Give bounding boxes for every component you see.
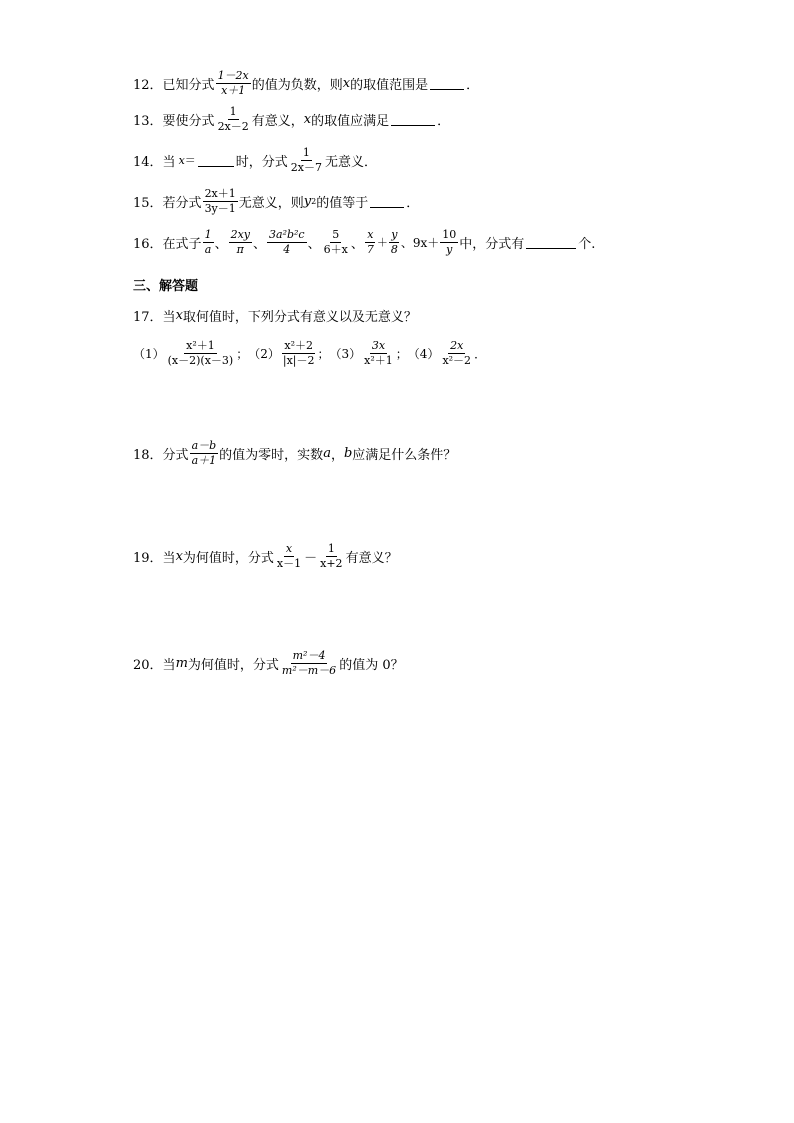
fraction-numerator: 2xy — [230, 228, 250, 241]
fraction-denominator: m²－m－6 — [281, 663, 337, 677]
answer-blank[interactable] — [198, 154, 234, 167]
fraction — [280, 650, 338, 676]
question-text: 有意义， — [251, 113, 304, 129]
fraction-numerator: 1 — [204, 228, 212, 241]
fraction-denominator: 8 — [390, 242, 398, 256]
fraction-numerator: 2x＋1 — [204, 187, 236, 200]
question-text: 应满足什么条件？ — [352, 447, 457, 463]
fraction-denominator: 7 — [366, 242, 374, 256]
question-text: 无意义，则 — [238, 195, 304, 211]
question-text: 的取值应满足 — [311, 113, 390, 129]
question-12 — [133, 70, 479, 96]
fraction — [440, 340, 473, 366]
fraction — [203, 188, 238, 214]
fraction-denominator: |x|－2 — [282, 353, 315, 367]
separator: 、 — [307, 236, 321, 252]
fraction — [389, 229, 400, 255]
question-text: 当 — [162, 310, 176, 325]
question-text: 的值为零时，实数 — [219, 447, 324, 463]
variable-b: b — [343, 445, 353, 461]
part-label: （3） — [329, 346, 362, 361]
fraction-denominator: x²－2 — [442, 353, 472, 367]
question-number: 20． — [133, 657, 163, 673]
fraction-numerator: x²＋2 — [284, 339, 313, 352]
question-text: 已知分式 — [162, 77, 215, 93]
separator: ； — [317, 346, 330, 361]
fraction — [281, 340, 317, 366]
question-15 — [133, 188, 419, 214]
question-number: 16． — [133, 236, 163, 252]
question-text: 的值等于 — [316, 195, 369, 211]
question-17-parts — [133, 340, 486, 366]
fraction — [289, 147, 324, 173]
fraction-numerator: 1 — [302, 146, 310, 159]
section-heading: 三、解答题 — [133, 279, 199, 294]
question-end: ． — [406, 195, 420, 211]
variable: x — [303, 111, 312, 127]
question-end: ． — [437, 113, 451, 129]
part-label: （2） — [248, 346, 280, 361]
fraction — [362, 340, 395, 366]
answer-blank[interactable] — [526, 236, 576, 249]
fraction-denominator: π — [236, 242, 244, 256]
question-number: 17． — [133, 310, 163, 325]
question-text: 有意义？ — [345, 550, 398, 566]
fraction-numerator: y — [391, 228, 398, 241]
question-text: 中，分式有 — [459, 236, 525, 252]
fraction-denominator: x+2 — [320, 556, 343, 570]
separator: 、 — [214, 236, 228, 252]
separator: ； — [395, 346, 408, 361]
plus-sign: ＋ — [376, 236, 388, 250]
fraction-denominator: 2x－7 — [290, 160, 322, 174]
question-18 — [133, 440, 456, 466]
fraction-numerator: 5 — [332, 228, 340, 241]
fraction-denominator: x＋1 — [221, 83, 246, 97]
question-number: 12． — [133, 77, 163, 93]
question-text: 无意义． — [325, 154, 378, 170]
question-16 — [133, 229, 595, 255]
question-text: 分式 — [162, 447, 189, 463]
equals-sign: ＝ — [184, 154, 196, 168]
question-text: 当 — [162, 154, 176, 170]
part-label: （4） — [407, 346, 440, 361]
separator: 、 — [253, 236, 267, 252]
question-text: 为何值时，分式 — [182, 550, 274, 566]
comma: ， — [330, 447, 344, 463]
question-end: ． — [474, 346, 487, 361]
question-text: 要使分式 — [162, 113, 215, 129]
question-text: 时，分式 — [235, 154, 288, 170]
variable: x — [178, 153, 185, 167]
fraction-numerator: x — [285, 542, 293, 555]
fraction-numerator: 1－2x — [217, 69, 249, 82]
question-text: 在式子 — [162, 236, 202, 252]
variable: x — [175, 548, 183, 564]
question-end: ． — [466, 77, 480, 93]
exponent: 2 — [311, 196, 317, 206]
fraction-numerator: 3a²b²c — [269, 228, 305, 241]
question-text: 当 — [162, 550, 176, 566]
minus-sign: － — [304, 550, 318, 566]
fraction-denominator: 4 — [283, 242, 291, 256]
variable: y — [303, 193, 312, 209]
part-label: （1） — [133, 346, 165, 361]
fraction-denominator: y — [446, 242, 453, 256]
fraction-numerator: x²＋1 — [186, 339, 215, 352]
question-17 — [133, 306, 417, 325]
question-number: 18． — [133, 447, 163, 463]
question-20 — [133, 650, 404, 676]
question-text: 当 — [162, 657, 176, 673]
question-text: 为何值时，分式 — [187, 657, 279, 673]
fraction-denominator: a — [204, 242, 212, 256]
fraction-numerator: 10 — [442, 228, 457, 241]
fraction — [275, 543, 303, 569]
question-13 — [133, 106, 450, 132]
fraction-denominator: 2x－2 — [217, 119, 249, 133]
question-14 — [133, 147, 377, 173]
fraction-numerator: m²－4 — [292, 649, 326, 662]
fraction — [166, 340, 236, 366]
question-number: 15． — [133, 195, 163, 211]
fraction-numerator: 1 — [327, 542, 335, 555]
fraction-denominator: 6＋x — [323, 242, 348, 256]
expression-text: 、9x＋ — [400, 235, 440, 250]
variable: m — [175, 655, 188, 671]
question-19 — [133, 543, 398, 569]
separator: ； — [236, 346, 249, 361]
fraction — [229, 229, 252, 255]
variable-a: a — [323, 445, 331, 461]
fraction — [322, 229, 350, 255]
separator: 、 — [350, 236, 364, 252]
fraction-denominator: x²＋1 — [364, 353, 393, 367]
question-text: 若分式 — [162, 195, 202, 211]
fraction — [190, 440, 219, 466]
answer-blank[interactable] — [391, 113, 435, 126]
fraction-numerator: 2x — [450, 339, 464, 352]
question-number: 13． — [133, 113, 163, 129]
question-number: 19． — [133, 550, 163, 566]
question-end: 个. — [578, 236, 596, 252]
fraction — [216, 106, 251, 132]
question-text: 的值为负数，则 — [251, 77, 343, 93]
fraction-denominator: (x－2)(x－3) — [167, 353, 234, 367]
fraction — [267, 229, 307, 255]
fraction-denominator: a＋1 — [191, 453, 217, 467]
question-number: 14． — [133, 154, 163, 170]
fraction-denominator: 3y－1 — [204, 201, 236, 215]
fraction-denominator: x－1 — [276, 556, 302, 570]
answer-blank[interactable] — [370, 195, 404, 208]
fraction — [203, 229, 214, 255]
fraction — [365, 229, 376, 255]
fraction — [318, 543, 344, 569]
fraction-numerator: x — [367, 228, 374, 241]
fraction-numerator: 1 — [229, 105, 237, 118]
variable: x — [342, 75, 351, 91]
question-text: 的值为 0？ — [339, 657, 404, 673]
fraction — [216, 70, 251, 96]
variable: x — [175, 308, 183, 323]
fraction-numerator: a－b — [191, 439, 217, 452]
question-text: 取何值时，下列分式有意义以及无意义？ — [182, 310, 417, 325]
answer-blank[interactable] — [430, 77, 464, 90]
fraction — [440, 229, 458, 255]
fraction-numerator: 3x — [371, 339, 386, 352]
question-text: 的取值范围是 — [350, 77, 429, 93]
